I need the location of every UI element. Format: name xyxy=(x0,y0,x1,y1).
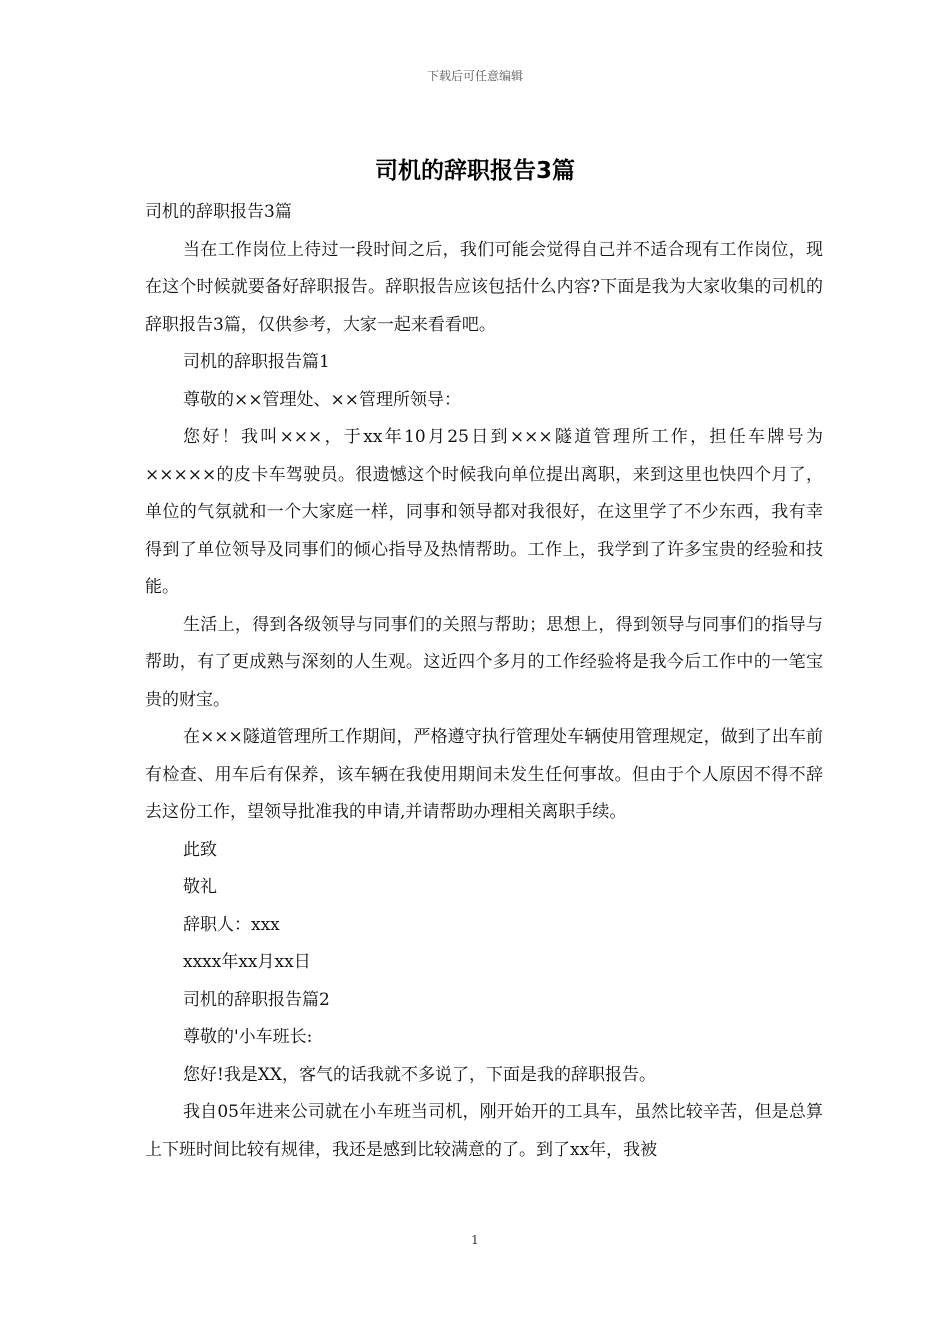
document-body xyxy=(145,194,823,1169)
section-heading: 司机的辞职报告篇1 xyxy=(183,352,330,372)
paragraph: 您好！我叫×××，于xx年10月25日到×××隧道管理所工作，担任车牌号为×××××的皮卡车驾驶员。很遗憾这个时候我向单位提出离职，来到这里也快四个月了，单位的气氛就和一个大家庭一样，同事和领导都对我很好，在这里学了不少东西，我有幸得到了单位领导及同事们的倾心指导及热情帮助。工作上，我学到了许多宝贵的经验和技能。 xyxy=(145,427,823,597)
paragraph: 您好!我是XX，客气的话我就不多说了，下面是我的辞职报告。 xyxy=(183,1064,657,1085)
signature-line: 辞职人：xxx xyxy=(183,914,280,935)
paragraph: 生活上，得到各级领导与同事们的关照与帮助；思想上，得到领导与同事们的指导与帮助，有了更成熟与深刻的人生观。这近四个多月的工作经验将是我今后工作中的一笔宝贵的财宝。 xyxy=(145,614,823,710)
paragraph: 我自05年进来公司就在小车班当司机，刚开始开的工具车，虽然比较辛苦，但是总算上下班时间比较有规律，我还是感到比较满意的了。到了xx年，我被 xyxy=(145,1102,823,1160)
document-title: 司机的辞职报告3篇 xyxy=(374,158,575,184)
paragraph: 司机的辞职报告3篇 xyxy=(145,202,292,222)
salutation: 尊敬的'小车班长: xyxy=(183,1027,313,1047)
closing: 敬礼 xyxy=(183,877,217,897)
salutation: 尊敬的××管理处、××管理所领导： xyxy=(183,389,461,410)
section-heading: 司机的辞职报告篇2 xyxy=(183,989,330,1010)
date-line: xxxx年xx月xx日 xyxy=(183,952,311,972)
paragraph: 在×××隧道管理所工作期间，严格遵守执行管理处车辆使用管理规定，做到了出车前有检查、用车后有保养，该车辆在我使用期间未发生任何事故。但由于个人原因不得不辞去这份工作，望领导批准我的申请,并请帮助办理相关离职手续。 xyxy=(145,727,823,822)
page-number: 1 xyxy=(471,1233,479,1247)
paragraph: 当在工作岗位上待过一段时间之后，我们可能会觉得自己并不适合现有工作岗位，现在这个时候就要备好辞职报告。辞职报告应该包括什么内容?下面是我为大家收集的司机的辞职报告3篇，仅供参考，大家一起来看看吧。 xyxy=(145,239,823,335)
header-note: 下载后可任意编辑 xyxy=(426,69,523,83)
closing: 此致 xyxy=(183,839,217,860)
